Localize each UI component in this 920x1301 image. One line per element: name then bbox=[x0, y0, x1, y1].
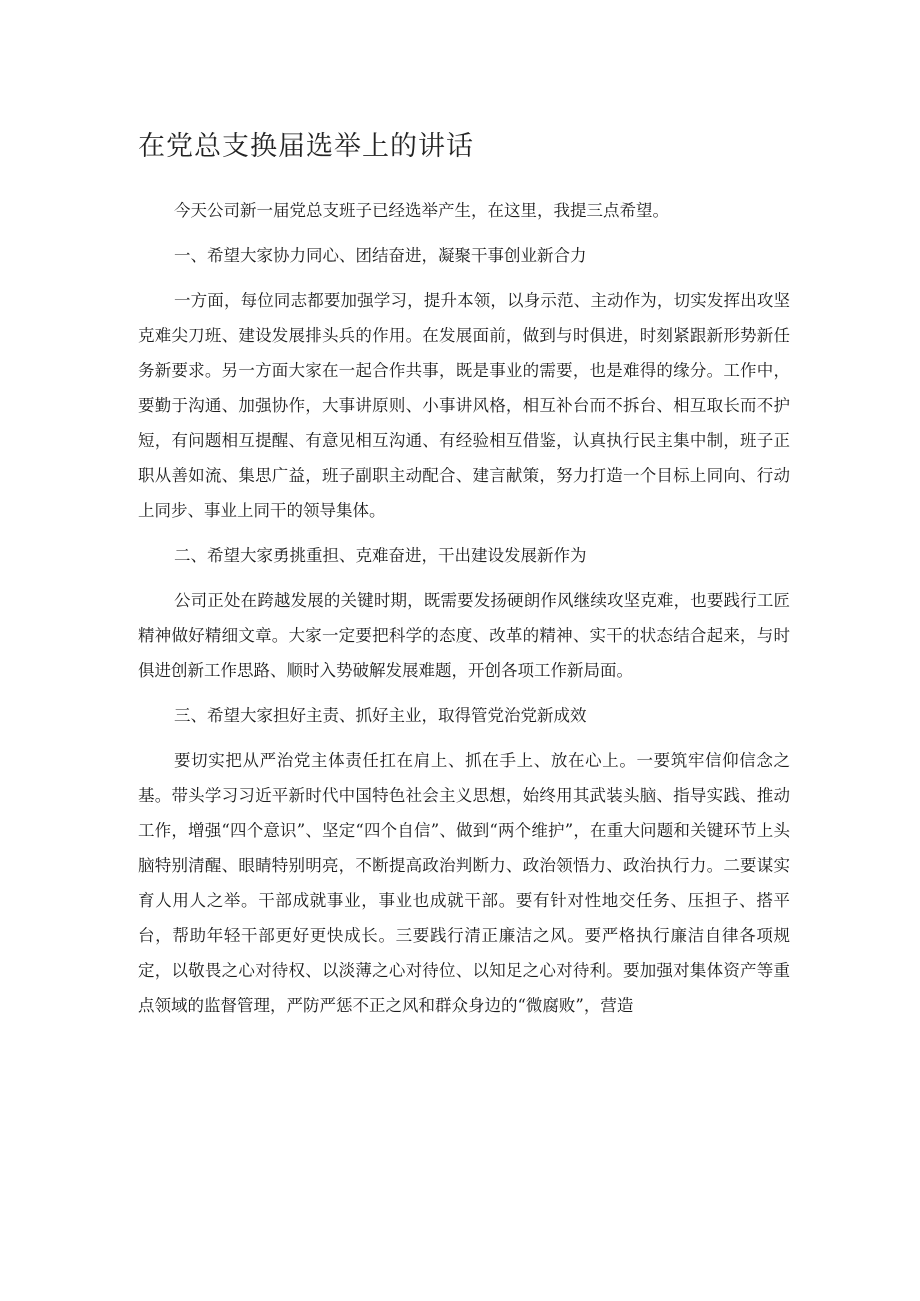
section-body-1: 一方面，每位同志都要加强学习，提升本领，以身示范、主动作为，切实发挥出攻坚克难尖刀班、建设发展排头兵的作用。在发展面前，做到与时俱进，时刻紧跟新形势新任务新要求。另一方面大家在一起合作共事，既是事业的需要，也是难得的缘分。工作中，要勤于沟通、加强协作，大事讲原则、小事讲风格，相互补台而不拆台、相互取长而不护短，有问题相互提醒、有意见相互沟通、有经验相互借鉴，认真执行民主集中制，班子正职从善如流、集思广益，班子副职主动配合、建言献策，努力打造一个目标上同向、行动上同步、事业上同干的领导集体。 bbox=[138, 291, 790, 520]
document-body bbox=[138, 193, 790, 1033]
document-title: 在党总支换届选举上的讲话 bbox=[138, 131, 474, 162]
intro-paragraph: 今天公司新一届党总支班子已经选举产生，在这里，我提三点希望。 bbox=[174, 201, 669, 220]
section-heading-1: 一、希望大家协力同心、团结奋进，凝聚干事创业新合力 bbox=[174, 246, 587, 265]
section-body-3: 要切实把从严治党主体责任扛在肩上、抓在手上、放在心上。一要筑牢信仰信念之基。带头学习习近平新时代中国特色社会主义思想，始终用其武装头脑、指导实践、推动工作，增强“四个意识”、坚定“四个自信”、做到“两个维护”，在重大问题和关键环节上头脑特别清醒、眼睛特别明亮，不断提高政治判断力、政治领悟力、政治执行力。二要谋实育人用人之举。干部成就事业，事业也成就干部。要有针对性地交任务、压担子、搭平台，帮助年轻干部更好更快成长。三要践行清正廉洁之风。要严格执行廉洁自律各项规定，以敬畏之心对待权、以淡薄之心对待位、以知足之心对待利。要加强对集体资产等重点领域的监督管理，严防严惩不正之风和群众身边的“微腐败”，营造 bbox=[138, 751, 790, 1015]
section-body-2: 公司正处在跨越发展的关键时期，既需要发扬硬朗作风继续攻坚克难，也要践行工匠精神做好精细文章。大家一定要把科学的态度、改革的精神、实干的状态结合起来，与时俱进创新工作思路、顺时入势破解发展难题，开创各项工作新局面。 bbox=[138, 591, 790, 680]
section-heading-3: 三、希望大家担好主责、抓好主业，取得管党治党新成效 bbox=[174, 706, 587, 725]
section-heading-2: 二、希望大家勇挑重担、克难奋进，干出建设发展新作为 bbox=[174, 546, 587, 565]
